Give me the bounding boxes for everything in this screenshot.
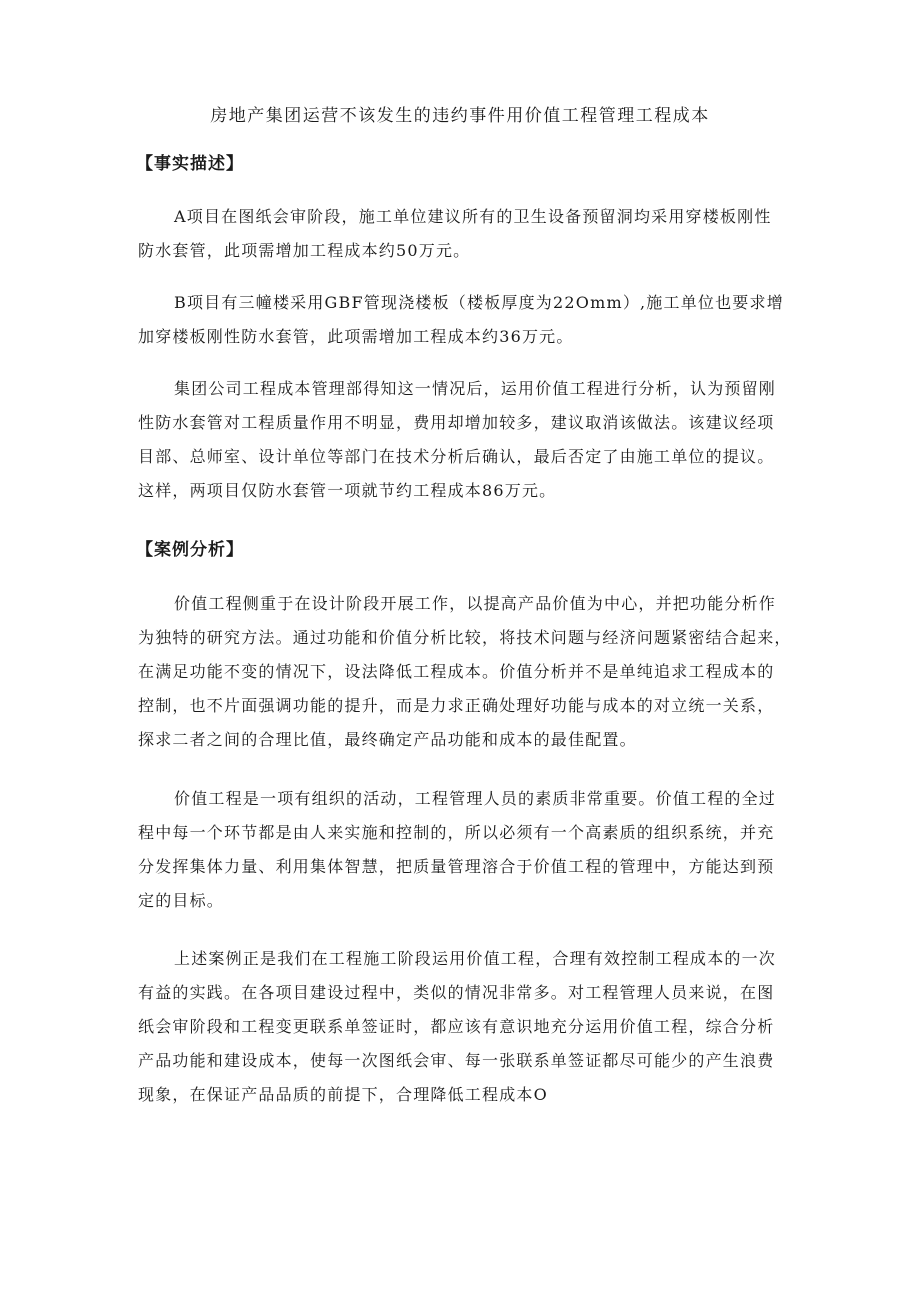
paragraph-line: B项目有三幢楼采用GBF管现浇楼板（楼板厚度为22Omm）,施工单位也要求增 [174, 293, 784, 312]
paragraph-project-b [138, 286, 783, 354]
paragraph-cost-dept-analysis [138, 372, 783, 508]
paragraph-line: 目部、总师室、设计单位等部门在技术分析后确认，最后否定了由施工单位的提议。 [138, 447, 775, 466]
paragraph-line: 控制，也不片面强调功能的提升，而是力求正确处理好功能与成本的对立统一关系， [138, 696, 775, 715]
paragraph-line: 这样，两项目仅防水套管一项就节约工程成本86万元。 [138, 481, 557, 500]
paragraph-conclusion [138, 942, 783, 1112]
paragraph-line: 产品功能和建设成本，使每一次图纸会审、每一张联系单签证都尽可能少的产生浪费 [138, 1051, 775, 1070]
paragraph-value-engineering-focus [138, 587, 792, 757]
paragraph-line: 分发挥集体力量、利用集体智慧，把质量管理溶合于价值工程的管理中，方能达到预 [138, 857, 775, 876]
paragraph-line: 有益的实践。在各项目建设过程中，类似的情况非常多。对工程管理人员来说，在图 [138, 983, 775, 1002]
document-title: 房地产集团运营不该发生的违约事件用价值工程管理工程成本 [210, 106, 710, 126]
paragraph-organized-activity [138, 782, 783, 918]
paragraph-line: 性防水套管对工程质量作用不明显，费用却增加较多，建议取消该做法。该建议经项 [138, 413, 775, 432]
paragraph-line: 集团公司工程成本管理部得知这一情况后，运用价值工程进行分析，认为预留刚 [174, 379, 777, 398]
section-heading-analysis: 【案例分析】 [136, 540, 244, 560]
paragraph-line: A项目在图纸会审阶段，施工单位建议所有的卫生设备预留洞均采用穿楼板刚性 [174, 207, 772, 226]
paragraph-line: 纸会审阶段和工程变更联系单签证时，都应该有意识地充分运用价值工程，综合分析 [138, 1017, 775, 1036]
paragraph-line: 现象，在保证产品品质的前提下，合理降低工程成本O [138, 1085, 548, 1104]
paragraph-line: 为独特的研究方法。通过功能和价值分析比较，将技术问题与经济问题紧密结合起来， [138, 628, 792, 647]
paragraph-line: 在满足功能不变的情况下，设法降低工程成本。价值分析并不是单纯追求工程成本的 [138, 662, 775, 681]
paragraph-line: 定的目标。 [138, 891, 225, 910]
paragraph-line: 价值工程是一项有组织的活动，工程管理人员的素质非常重要。价值工程的全过 [174, 789, 777, 808]
paragraph-project-a [138, 200, 783, 268]
paragraph-line: 探求二者之间的合理比值，最终确定产品功能和成本的最佳配置。 [138, 730, 637, 749]
section-heading-facts: 【事实描述】 [136, 154, 244, 174]
paragraph-line: 加穿楼板刚性防水套管，此项需增加工程成本约36万元。 [138, 327, 574, 346]
paragraph-line: 上述案例正是我们在工程施工阶段运用价值工程，合理有效控制工程成本的一次 [174, 949, 777, 968]
paragraph-line: 价值工程侧重于在设计阶段开展工作，以提高产品价值为中心，并把功能分析作 [174, 594, 777, 613]
paragraph-line: 防水套管，此项需增加工程成本约50万元。 [138, 241, 471, 260]
paragraph-line: 程中每一个环节都是由人来实施和控制的，所以必须有一个高素质的组织系统，并充 [138, 823, 775, 842]
